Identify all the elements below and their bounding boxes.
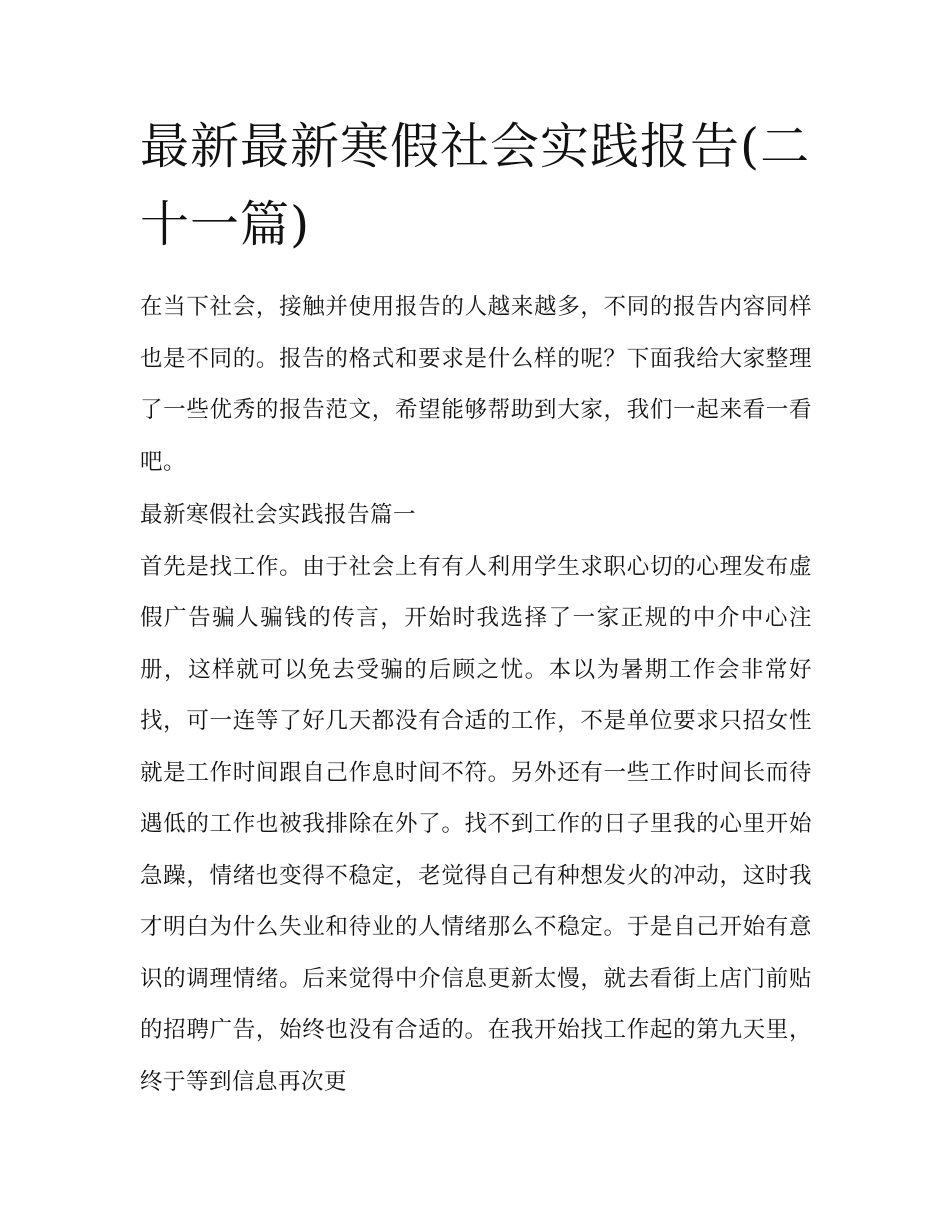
section-body-paragraph: 首先是找工作。由于社会上有有人利用学生求职心切的心理发布虚假广告骗人骗钱的传言，开始时我选择了一家正规的中介中心注册，这样就可以免去受骗的后顾之忧。本以为暑期工作会非常好找，可一连等了好几天都没有合适的工作，不是单位要求只招女性就是工作时间跟自己作息时间不符。另外还有一些工作时间长而待遇低的工作也被我排除在外了。找不到工作的日子里我的心里开始急躁，情绪也变得不稳定，老觉得自己有种想发火的冲动，这时我才明白为什么失业和待业的人情绪那么不稳定。于是自己开始有意识的调理情绪。后来觉得中介信息更新太慢，就去看街上店门前贴的招聘广告，始终也没有合适的。在我开始找工作起的第九天里，终于等到信息再次更 bbox=[140, 553, 812, 1095]
intro-paragraph: 在当下社会，接触并使用报告的人越来越多，不同的报告内容同样也是不同的。报告的格式和要求是什么样的呢？下面我给大家整理了一些优秀的报告范文，希望能够帮助到大家，我们一起来看一看吧。 bbox=[140, 294, 812, 475]
section bbox=[140, 490, 812, 1108]
section-heading: 最新寒假社会实践报告篇一 bbox=[140, 502, 417, 528]
document-title: 最新最新寒假社会实践报告(二十一篇) bbox=[140, 118, 811, 253]
document-page bbox=[140, 108, 812, 1108]
